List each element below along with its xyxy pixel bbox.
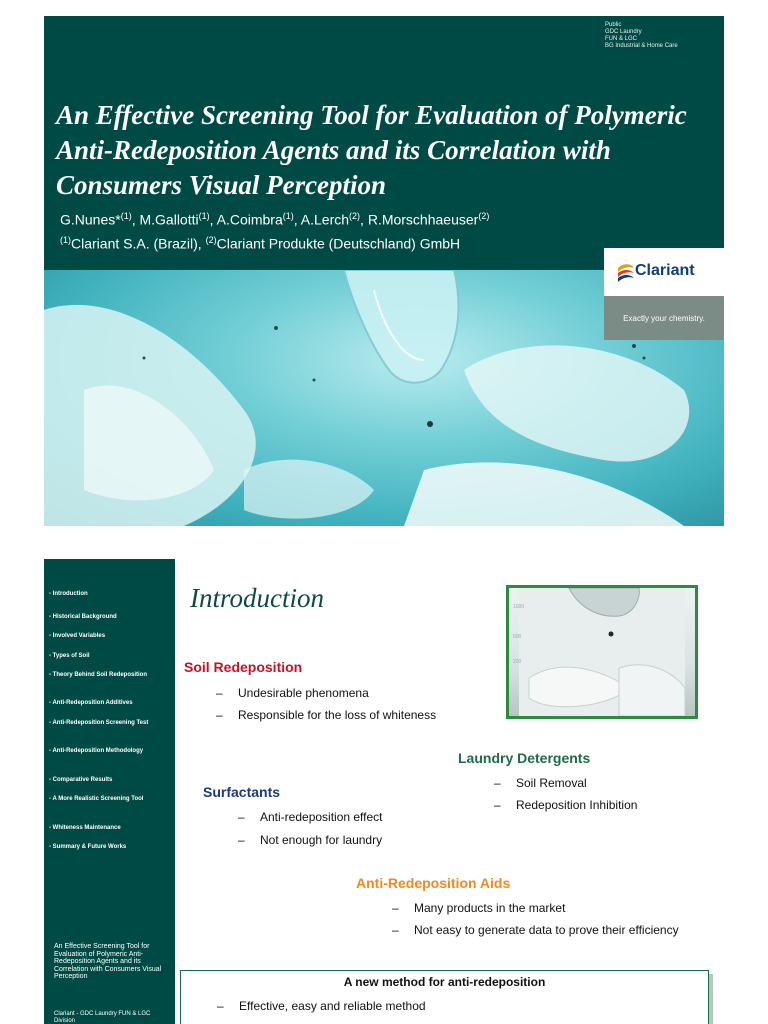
title-slide <box>44 16 724 526</box>
bullet-item: – Responsible for the loss of whiteness <box>216 708 437 722</box>
method-box-title: A new method for anti-redeposition <box>343 975 546 989</box>
nav-item-additives[interactable]: - Anti-Redeposition Additives <box>49 700 133 706</box>
bullet-item: – Effective, easy and reliable method <box>217 999 426 1013</box>
nav-item-types-of-soil[interactable]: - Types of Soil <box>49 653 90 659</box>
beaker-photo <box>506 585 698 719</box>
sidebar-footer: Clariant - GDC Laundry FUN & LGC Division <box>54 1011 151 1024</box>
presentation-title: An Effective Screening Tool for Evaluation of Polymeric Anti-Redeposition Agents and its Correlation with Consumers Visual Perception <box>56 100 687 200</box>
author-name: A.Lerch <box>300 211 350 228</box>
author-name: M.Gallotti <box>139 211 199 228</box>
nav-item-whiteness[interactable]: - Whiteness Maintenance <box>49 825 121 831</box>
bullet-item: – Redeposition Inhibition <box>494 798 638 812</box>
author-name: A.Coimbra <box>216 211 283 228</box>
sidebar-title: An Effective Screening Tool for Evaluation of Polymeric Anti-Redeposition Agents and its Correlation with Consumers Visual Perception <box>54 943 162 980</box>
bullet-item: – Not enough for laundry <box>238 833 383 847</box>
nav-item-historical-background[interactable]: - Historical Background <box>49 614 117 620</box>
beaker-illustration <box>509 588 695 716</box>
affiliation-2: Clariant Produkte (Deutschland) GmbH <box>216 235 461 252</box>
bullet-item: – Anti-redeposition effect <box>238 810 383 824</box>
logo-wordmark: Clariant <box>635 262 695 279</box>
introduction-slide <box>44 559 724 1024</box>
affiliation-1: Clariant S.A. (Brazil), <box>71 235 202 252</box>
sidebar-nav <box>44 559 175 1024</box>
svg-text:500: 500 <box>513 634 522 640</box>
nav-item-methodology[interactable]: - Anti-Redeposition Methodology <box>49 748 144 754</box>
nav-item-screening-test[interactable]: - Anti-Redeposition Screening Test <box>49 720 149 726</box>
author-name: R.Morschhaeuser <box>367 211 479 228</box>
slide-heading: Introduction <box>190 583 324 613</box>
nav-item-comparative-results[interactable]: - Comparative Results <box>49 777 113 783</box>
svg-text:200: 200 <box>513 659 522 665</box>
author-name: G.Nunes* <box>60 211 121 228</box>
clariant-logo <box>604 248 724 340</box>
nav-item-theory[interactable]: - Theory Behind Soil Redeposition <box>49 672 148 678</box>
authors-line: G.Nunes*$^{(1)}$, M.Gallotti$^{(1)}$, A.Coimbra$^{(1)}$, A.Lerch$^{(2)}$, R.Morschhaeuser$^{(2)}$ <box>60 211 490 228</box>
bullet-item: – Soil Removal <box>494 776 587 790</box>
bullet-item: – Not easy to generate data to prove their efficiency <box>392 923 679 937</box>
new-method-box <box>180 970 709 1024</box>
classification-label: Public GDC Laundry FUN & LGC BG Industrial & Home Care <box>605 22 678 49</box>
soil-redeposition-heading: Soil Redeposition <box>184 659 303 675</box>
author-list <box>60 206 620 253</box>
nav-item-involved-variables[interactable]: - Involved Variables <box>49 633 106 639</box>
surfactants-heading: Surfactants <box>203 784 281 800</box>
nav-item-realistic-tool[interactable]: - A More Realistic Screening Tool <box>49 796 144 802</box>
logo-tagline: Exactly your chemistry. <box>604 296 724 340</box>
svg-text:1000: 1000 <box>513 604 525 610</box>
nav-item-introduction[interactable]: - Introduction <box>49 591 88 597</box>
bullet-item: – Undesirable phenomena <box>216 686 369 700</box>
clariant-swoosh-icon <box>616 262 636 282</box>
nav-item-summary[interactable]: - Summary & Future Works <box>49 844 127 850</box>
laundry-detergents-heading: Laundry Detergents <box>458 750 591 766</box>
anti-redeposition-aids-heading: Anti-Redeposition Aids <box>356 875 511 891</box>
affiliations-line: $^{(1)}$Clariant S.A. (Brazil), $^{(2)}$Clariant Produkte (Deutschland) GmbH <box>60 234 461 252</box>
bullet-item: – Many products in the market <box>392 901 566 915</box>
